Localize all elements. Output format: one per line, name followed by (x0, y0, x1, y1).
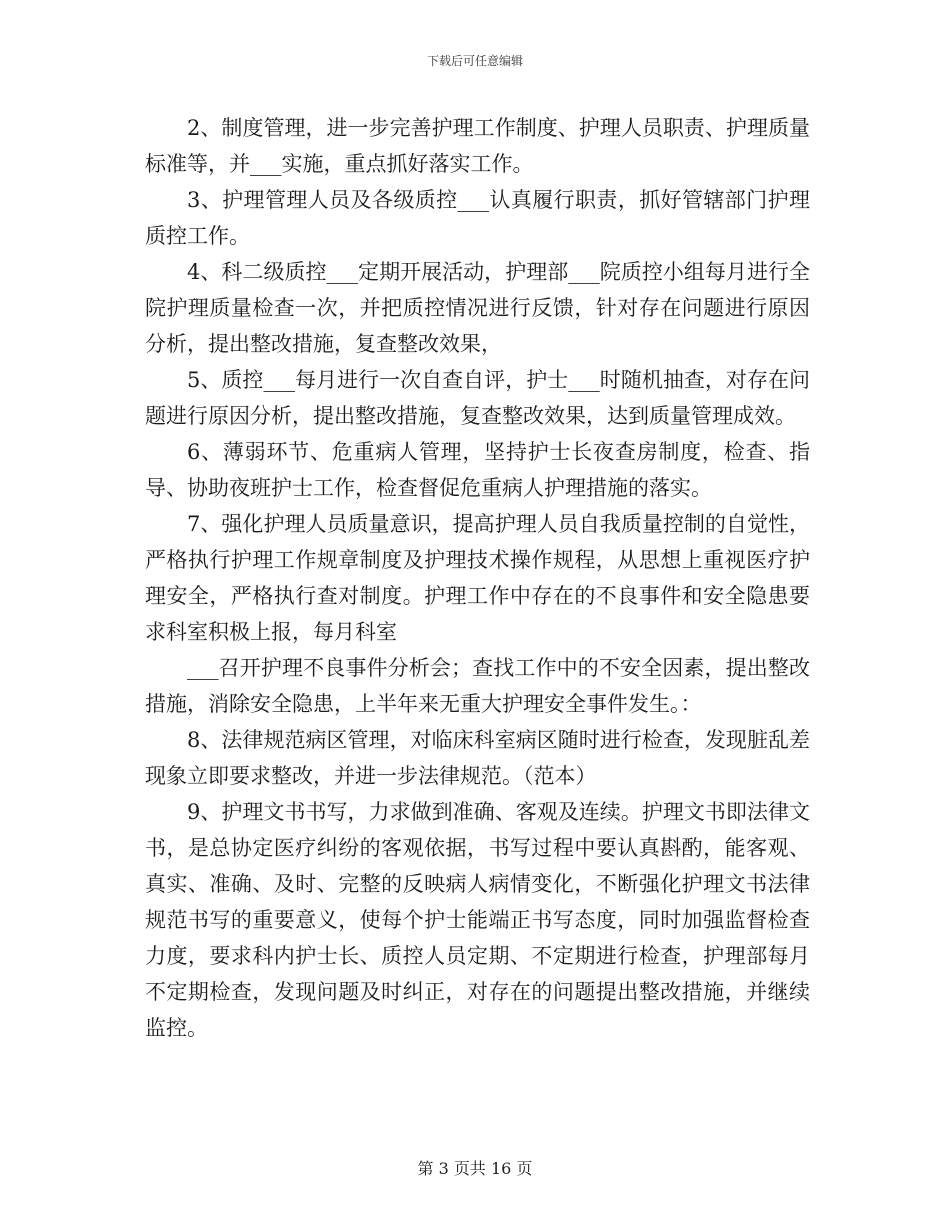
page-header: 下载后可任意编辑 (426, 54, 523, 68)
paragraph-7-continued: ___召开护理不良事件分析会；查找工作中的不安全因素，提出整改措施，消除安全隐患，上半年来无重大护理安全事件发生。： (145, 656, 810, 716)
document-body (145, 110, 810, 1046)
paragraph-2: 2、制度管理，进一步完善护理工作制度、护理人员职责、护理质量标准等，并___实施，重点抓好落实工作。 (145, 116, 810, 176)
paragraph-8: 8、法律规范病区管理，对临床科室病区随时进行检查，发现脏乱差现象立即要求整改，并进一步法律规范。（范本） (145, 728, 810, 788)
paragraph-6: 6、薄弱环节、危重病人管理，坚持护士长夜查房制度，检查、指导、协助夜班护士工作，检查督促危重病人护理措施的落实。 (145, 440, 810, 500)
paragraph-4: 4、科二级质控___定期开展活动，护理部___院质控小组每月进行全院护理质量检查一次，并把质控情况进行反馈，针对存在问题进行原因分析，提出整改措施，复查整改效果， (145, 260, 810, 356)
paragraph-5: 5、质控___每月进行一次自查自评，护士___时随机抽查，对存在问题进行原因分析，提出整改措施，复查整改效果，达到质量管理成效。 (145, 368, 810, 428)
paragraph-9: 9、护理文书书写，力求做到准确、客观及连续。护理文书即法律文书，是总协定医疗纠纷的客观依据，书写过程中要认真斟酌，能客观、真实、准确、及时、完整的反映病人病情变化，不断强化护理文书法律规范书写的重要意义，使每个护士能端正书写态度，同时加强监督检查力度，要求科内护士长、质控人员定期、不定期进行检查，护理部每月不定期检查，发现问题及时纠正，对存在的问题提出整改措施，并继续监控。 (145, 800, 810, 1040)
paragraph-7: 7、强化护理人员质量意识，提高护理人员自我质量控制的自觉性，严格执行护理工作规章制度及护理技术操作规程，从思想上重视医疗护理安全，严格执行查对制度。护理工作中存在的不良事件和安全隐患要求科室积极上报，每月科室 (145, 512, 810, 644)
page-footer: 第 3 页共 16 页 (417, 1159, 533, 1178)
paragraph-3: 3、护理管理人员及各级质控___认真履行职责，抓好管辖部门护理质控工作。 (145, 188, 810, 248)
